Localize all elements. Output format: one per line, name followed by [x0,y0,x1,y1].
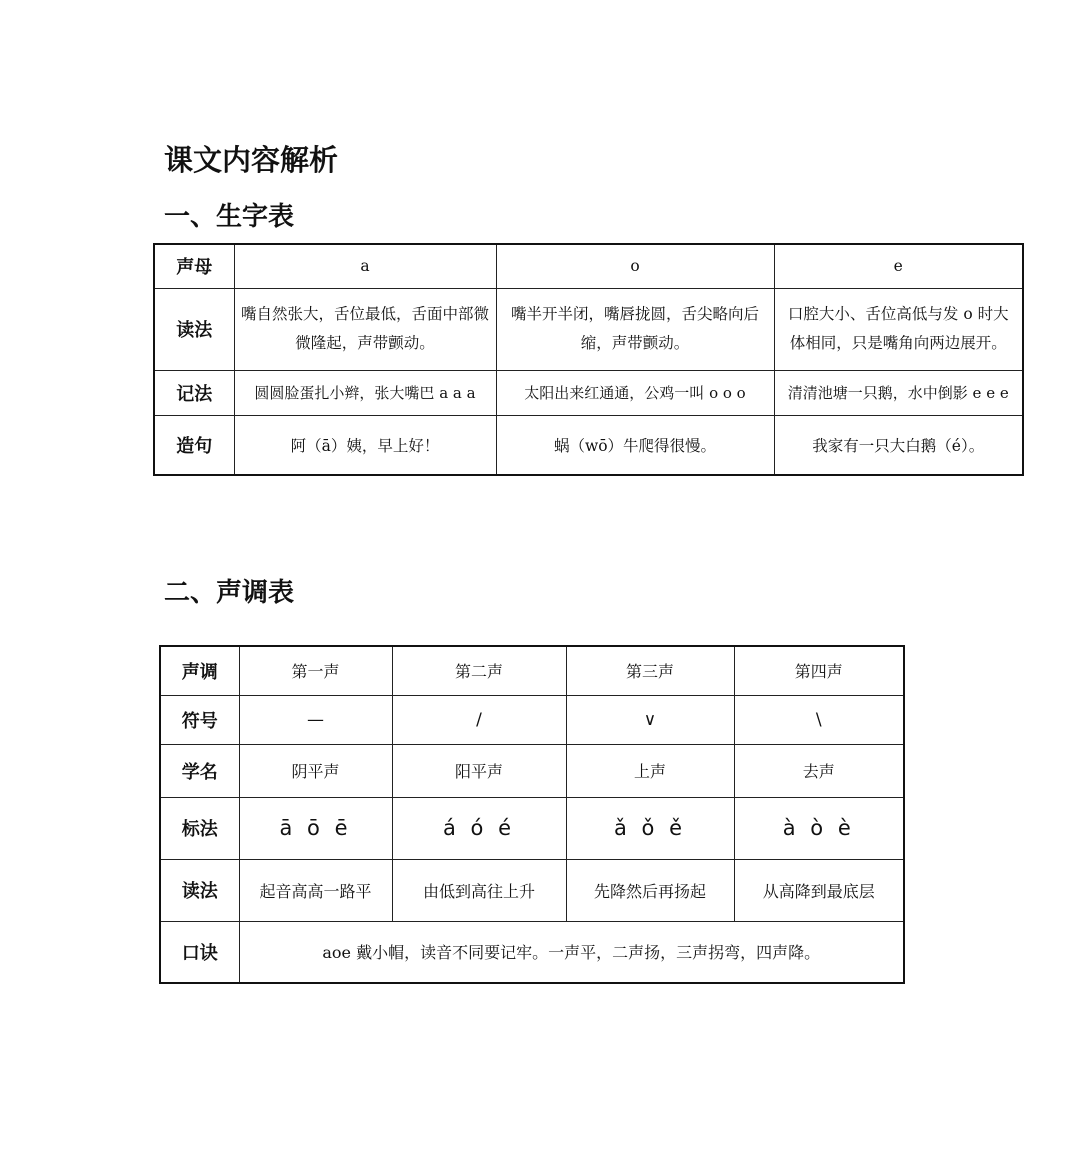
row-header-symbol: 符号 [160,695,239,744]
tone-marking-cell: à ò è [734,797,904,859]
row-header-initials: 声母 [154,244,234,288]
section-title-characters: 一、生字表 [164,202,295,232]
table-row [160,859,904,921]
reading-cell: 嘴自然张大，舌位最低，舌面中部微微隆起，声带颤动。 [234,288,496,370]
tone-name-cell: 阴平声 [239,744,392,797]
sentence-cell: 我家有一只大白鹅（é）。 [774,415,1023,475]
row-header-tone: 声调 [160,646,239,695]
table-row [160,695,904,744]
sentence-cell: 蜗（wō）牛爬得很慢。 [496,415,774,475]
reading-cell: 嘴半开半闭，嘴唇拢圆，舌尖略向后缩，声带颤动。 [496,288,774,370]
table-row [160,797,904,859]
row-header-sentence: 造句 [154,415,234,475]
table-row [160,646,904,695]
memory-cell: 太阳出来红通通，公鸡一叫 o o o [496,370,774,415]
tone-label-cell: 第四声 [734,646,904,695]
tone-reading-cell: 起音高高一路平 [239,859,392,921]
table-row [154,415,1023,475]
table-row [154,370,1023,415]
tone-marking-cell: ǎ ǒ ě [566,797,734,859]
memory-cell: 圆圆脸蛋扎小辫，张大嘴巴 a a a [234,370,496,415]
section-title-tones: 二、声调表 [164,578,295,608]
table-row [154,288,1023,370]
tone-label-cell: 第三声 [566,646,734,695]
tone-reading-cell: 由低到高往上升 [392,859,566,921]
row-header-reading: 读法 [154,288,234,370]
reading-cell: 口腔大小、舌位高低与发 o 时大体相同，只是嘴角向两边展开。 [774,288,1023,370]
tone-name-cell: 阳平声 [392,744,566,797]
page-title: 课文内容解析 [164,143,339,177]
letter-cell: e [774,244,1023,288]
tone-reading-cell: 从高降到最底层 [734,859,904,921]
row-header-reading: 读法 [160,859,239,921]
tone-label-cell: 第一声 [239,646,392,695]
tone-name-cell: 去声 [734,744,904,797]
row-header-name: 学名 [160,744,239,797]
tone-name-cell: 上声 [566,744,734,797]
letter-cell: o [496,244,774,288]
letter-cell: a [234,244,496,288]
tone-reading-cell: 先降然后再扬起 [566,859,734,921]
table-row [160,744,904,797]
tone-symbol-cell: \ [734,695,904,744]
tone-symbol-cell: — [239,695,392,744]
tones-table [159,645,905,984]
row-header-rhyme: 口诀 [160,921,239,983]
tone-label-cell: 第二声 [392,646,566,695]
table-row [154,244,1023,288]
tone-symbol-cell: / [392,695,566,744]
row-header-marking: 标法 [160,797,239,859]
rhyme-cell: aoe 戴小帽，读音不同要记牢。一声平，二声扬，三声拐弯，四声降。 [239,921,904,983]
memory-cell: 清清池塘一只鹅，水中倒影 e e e [774,370,1023,415]
tone-symbol-cell: ∨ [566,695,734,744]
tone-marking-cell: á ó é [392,797,566,859]
tone-marking-cell: ā ō ē [239,797,392,859]
row-header-memory: 记法 [154,370,234,415]
characters-table [153,243,1024,476]
table-row [160,921,904,983]
sentence-cell: 阿（ā）姨，早上好！ [234,415,496,475]
